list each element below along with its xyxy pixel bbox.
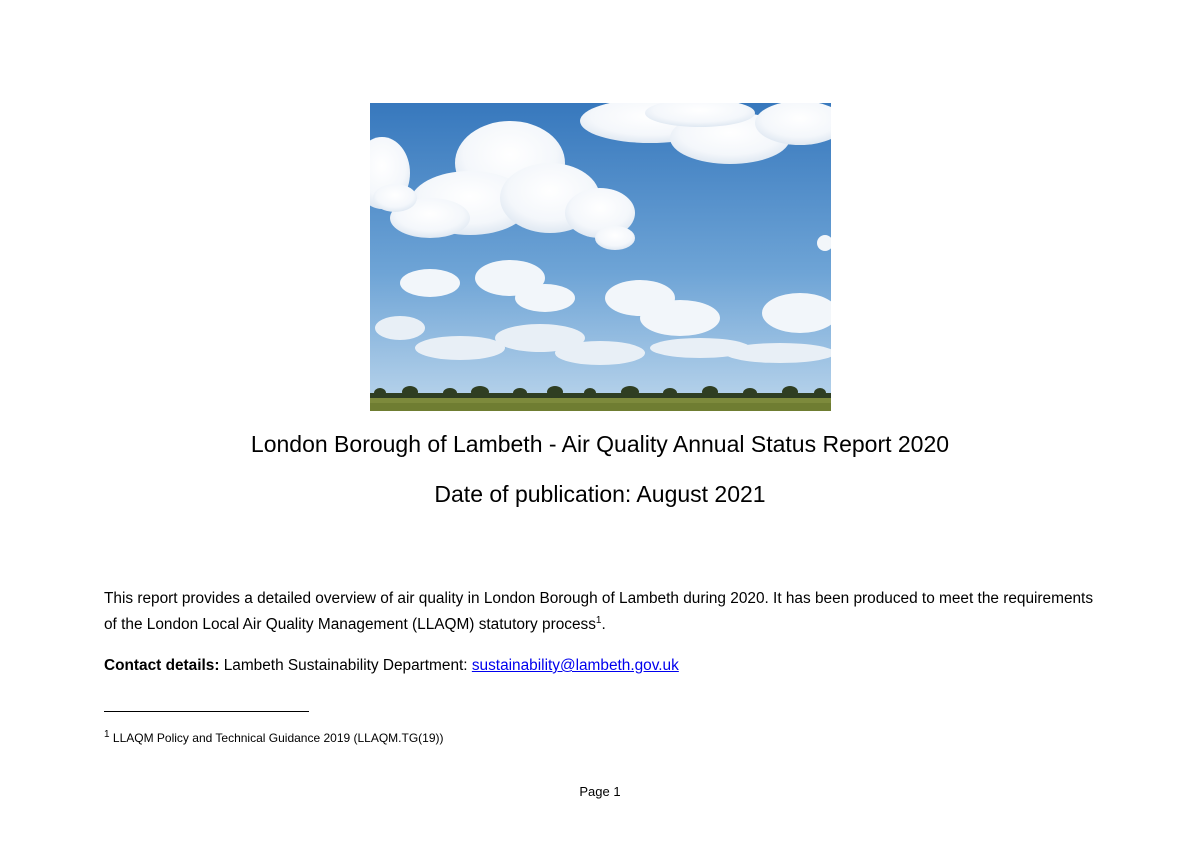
- footnote-text: LLAQM Policy and Technical Guidance 2019 (LLAQM.TG(19)): [112, 731, 444, 745]
- contact-label: Contact details:: [104, 657, 220, 674]
- footnote-separator: [104, 711, 309, 712]
- contact-details: [104, 653, 1104, 679]
- publication-date: Date of publication: August 2021: [434, 481, 766, 507]
- sky-illustration: [370, 103, 831, 411]
- footnote-marker: 1: [104, 729, 110, 740]
- intro-text: This report provides a detailed overview of air quality in London Borough of Lambeth during 2020. It has been produced to meet the requirements of the London Local Air Quality Management (LLAQM) statutory process: [104, 590, 1094, 633]
- field-foreground: [370, 403, 831, 411]
- intro-end: .: [601, 616, 606, 633]
- cover-photo: [370, 103, 831, 411]
- contact-department: Lambeth Sustainability Department:: [223, 657, 468, 674]
- footnote: [104, 729, 904, 747]
- contact-email-link[interactable]: sustainability@lambeth.gov.uk: [471, 657, 679, 674]
- page-number: Page 1: [579, 784, 621, 799]
- report-title: London Borough of Lambeth - Air Quality Annual Status Report 2020: [250, 431, 950, 457]
- intro-paragraph: [104, 586, 1104, 638]
- footnote-reference[interactable]: 1: [595, 614, 602, 626]
